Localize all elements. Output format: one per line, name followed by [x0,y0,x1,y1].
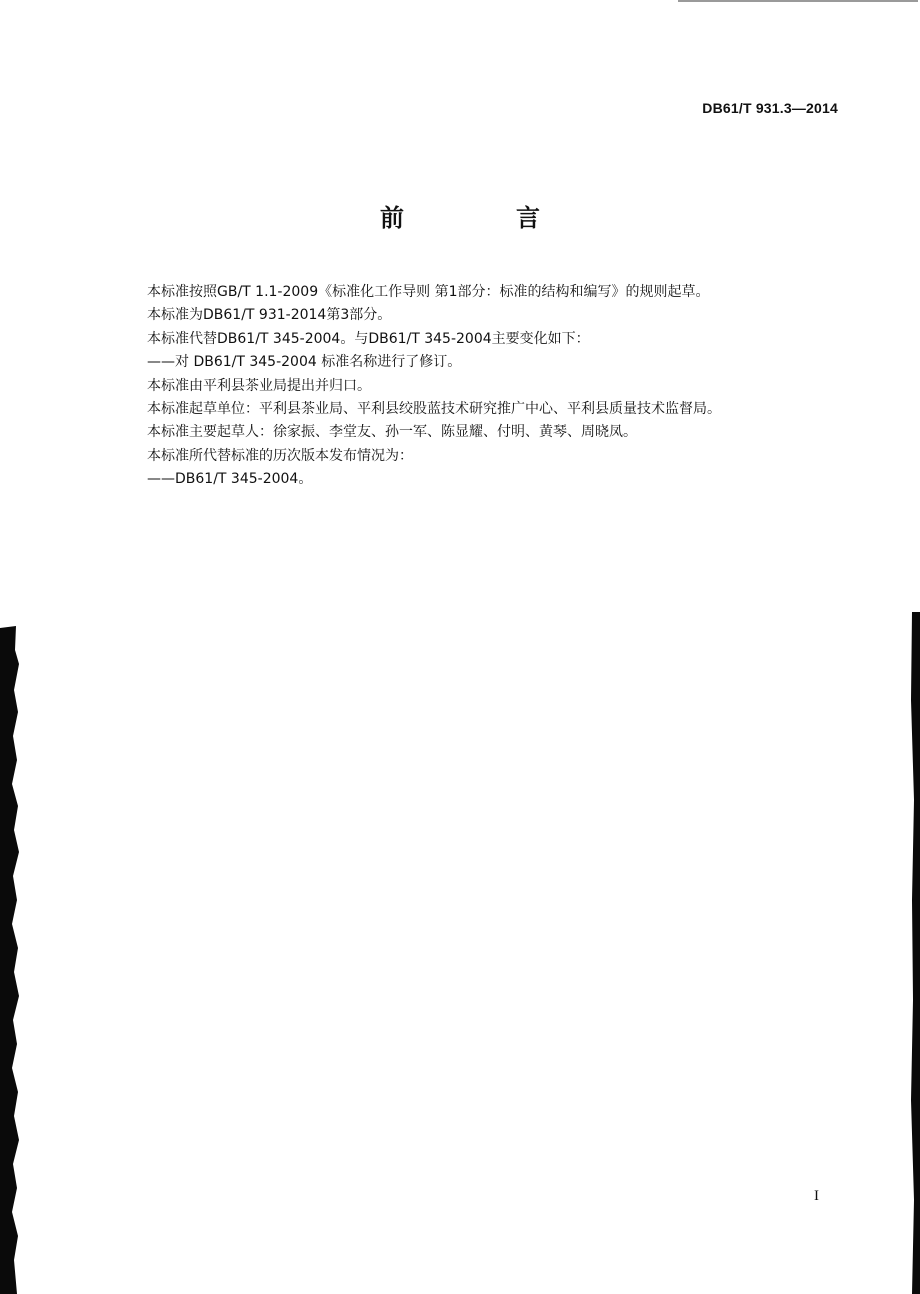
paragraph-replacement: 本标准代替DB61/T 345-2004。与DB61/T 345-2004主要变化如下： [147,330,590,347]
page-title: 前 言 [380,204,584,232]
paragraph-version-history: 本标准所代替标准的历次版本发布情况为： [147,447,413,464]
scan-right-edge [908,0,920,1294]
paragraph-drafting-units: 本标准起草单位：平利县茶业局、平利县绞股蓝技术研究推广中心、平利县质量技术监督局。 [147,401,721,418]
paragraph-previous-version: ——DB61/T 345-2004。 [147,471,313,488]
scan-left-edge [0,0,20,1294]
paragraph-part-info: 本标准为DB61/T 931-2014第3部分。 [147,307,392,324]
paragraph-drafters: 本标准主要起草人：徐家振、李堂友、孙一军、陈显耀、付明、黄琴、周晓凤。 [147,424,637,441]
scan-top-line [678,0,918,2]
preface-body [147,281,827,492]
paragraph-drafting-rules: 本标准按照GB/T 1.1-2009《标准化工作导则 第1部分：标准的结构和编写》的规则起草。 [147,284,710,300]
paragraph-proposer: 本标准由平利县茶业局提出并归口。 [147,377,371,394]
paragraph-change-item: ——对 DB61/T 345-2004 标准名称进行了修订。 [147,354,462,371]
page-number: I [814,1188,819,1204]
document-code: DB61/T 931.3—2014 [702,100,838,116]
